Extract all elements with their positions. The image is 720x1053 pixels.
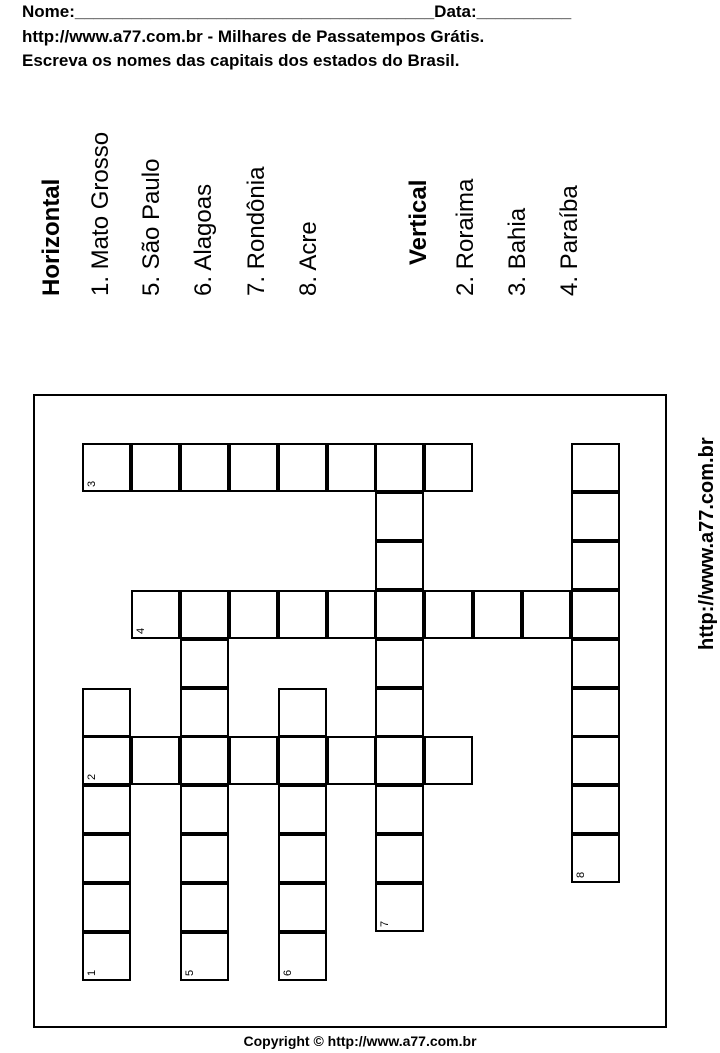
grid-cell[interactable] (375, 492, 424, 541)
grid-cell[interactable] (375, 443, 424, 492)
grid-cell[interactable] (327, 590, 376, 639)
grid-cell[interactable] (327, 736, 376, 785)
grid-cell[interactable] (571, 785, 620, 834)
grid-cell[interactable] (424, 736, 473, 785)
grid-cell[interactable] (571, 492, 620, 541)
grid-cell[interactable] (278, 834, 327, 883)
side-url: http://www.a77.com.br (696, 437, 718, 650)
grid-cell[interactable] (375, 883, 424, 932)
grid-cell[interactable] (82, 736, 131, 785)
name-date-line: Nome:______________________________________Data:__________ (22, 2, 572, 21)
grid-cell[interactable] (473, 590, 522, 639)
clue-number-7: 7 (379, 920, 392, 928)
clue-horizontal-7: 7. Rondônia (243, 166, 270, 296)
clue-number-5: 5 (183, 969, 196, 976)
grid-cell[interactable] (571, 541, 620, 590)
clue-horizontal-6: 6. Alagoas (190, 183, 217, 296)
grid-cell[interactable] (327, 443, 376, 492)
clue-horizontal-5: 5. São Paulo (138, 158, 165, 296)
grid-cell[interactable] (180, 785, 229, 834)
grid-cell[interactable] (278, 443, 327, 492)
grid-cell[interactable] (278, 590, 327, 639)
grid-cell[interactable] (278, 883, 327, 932)
horizontal-heading: Horizontal (38, 178, 65, 296)
grid-cell[interactable] (571, 736, 620, 785)
grid-cell[interactable] (229, 590, 278, 639)
clue-vertical-4: 4. Paraíba (556, 185, 583, 296)
grid-cell[interactable] (131, 736, 180, 785)
grid-cell[interactable] (82, 443, 131, 492)
grid-cell[interactable] (82, 785, 131, 834)
clue-vertical-3: 3. Bahia (504, 207, 531, 296)
clue-horizontal-1: 1. Mato Grosso (87, 131, 114, 296)
grid-cell[interactable] (180, 443, 229, 492)
copyright-footer: Copyright © http://www.a77.com.br (243, 1033, 477, 1049)
grid-cell[interactable] (278, 736, 327, 785)
grid-cell[interactable] (278, 932, 327, 981)
grid-cell[interactable] (424, 443, 473, 492)
grid-cell[interactable] (571, 590, 620, 639)
grid-cell[interactable] (571, 834, 620, 883)
clue-horizontal-8: 8. Acre (295, 221, 322, 296)
grid-cell[interactable] (180, 688, 229, 737)
clue-vertical-2: 2. Roraima (452, 178, 479, 296)
clue-number-8: 8 (575, 872, 587, 879)
grid-cell[interactable] (180, 590, 229, 639)
grid-cell[interactable] (375, 590, 424, 639)
grid-cell[interactable] (180, 834, 229, 883)
grid-cell[interactable] (278, 688, 327, 737)
grid-cell[interactable] (82, 688, 131, 737)
vertical-heading: Vertical (405, 179, 432, 265)
clue-list (0, 0, 720, 320)
grid-cell[interactable] (180, 932, 229, 981)
grid-cell[interactable] (180, 883, 229, 932)
grid-cell[interactable] (229, 736, 278, 785)
grid-cell[interactable] (131, 443, 180, 492)
grid-cell[interactable] (571, 443, 620, 492)
site-tagline: http://www.a77.com.br - Milhares de Passatempos Grátis. (22, 27, 485, 46)
grid-cell[interactable] (180, 639, 229, 688)
clue-number-4: 4 (134, 627, 147, 634)
grid-cell[interactable] (571, 688, 620, 737)
grid-cell[interactable] (375, 834, 424, 883)
clue-number-6: 6 (281, 969, 294, 976)
instruction-text: Escreva os nomes das capitais dos estados do Brasil. (22, 51, 460, 70)
grid-cell[interactable] (229, 443, 278, 492)
grid-cell[interactable] (180, 736, 229, 785)
grid-cell[interactable] (571, 639, 620, 688)
grid-cell[interactable] (278, 785, 327, 834)
grid-cell[interactable] (375, 639, 424, 688)
grid-cell[interactable] (82, 883, 131, 932)
clue-number-3: 3 (86, 480, 98, 487)
grid-cell[interactable] (131, 590, 180, 639)
grid-cell[interactable] (82, 932, 131, 981)
grid-cell[interactable] (375, 541, 424, 590)
grid-cell[interactable] (375, 785, 424, 834)
clue-number-1: 1 (86, 969, 98, 976)
grid-cell[interactable] (424, 590, 473, 639)
grid-cell[interactable] (522, 590, 571, 639)
grid-cell[interactable] (375, 688, 424, 737)
clue-number-2: 2 (86, 774, 98, 781)
grid-cell[interactable] (375, 736, 424, 785)
grid-cell[interactable] (82, 834, 131, 883)
